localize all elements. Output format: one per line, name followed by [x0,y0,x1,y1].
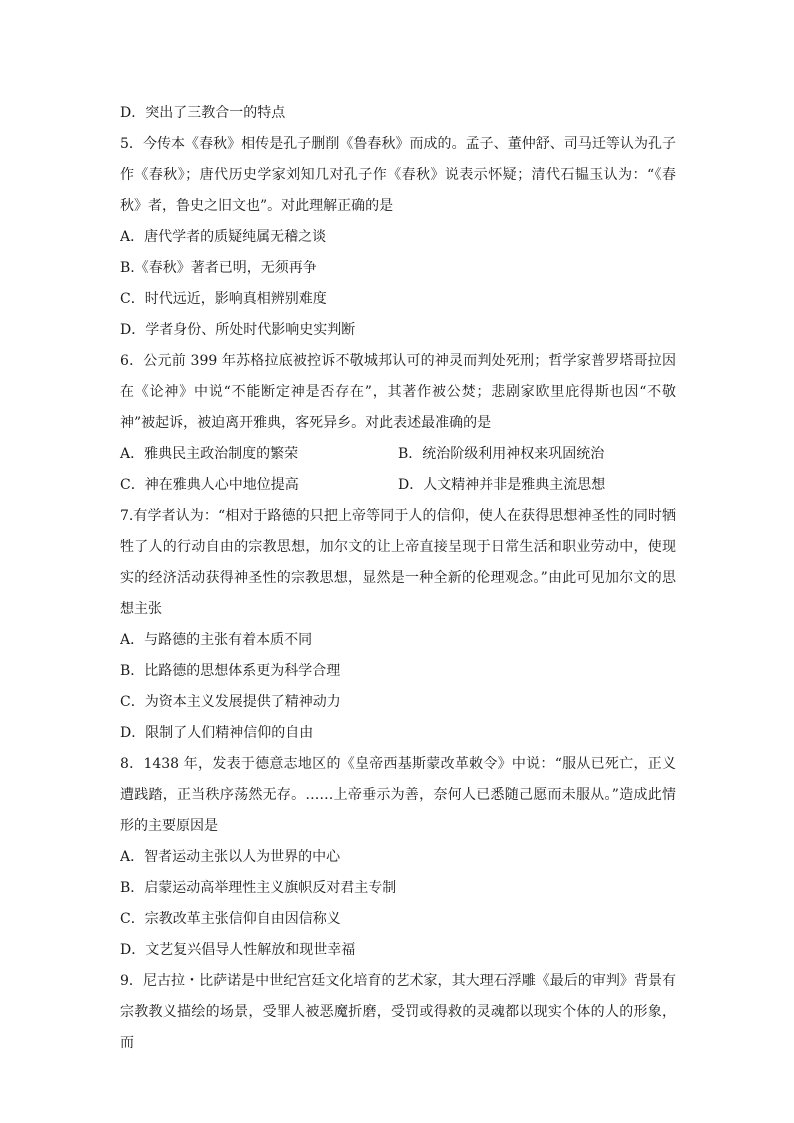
q7-option-d: D．限制了人们精神信仰的自由 [120,725,314,741]
q5-option-c: C．时代远近，影响真相辨别难度 [120,291,327,307]
q7-option-b: B．比路德的思想体系更为科学合理 [120,663,341,679]
q6-option-a: A．雅典民主政治制度的繁荣 [120,446,299,462]
q7-option-a: A．与路德的主张有着本质不同 [120,632,313,648]
q6-stem: 6．公元前 399 年苏格拉底被控诉不敬城邦认可的神灵而判处死刑；哲学家普罗塔哥拉因在《论神》中说“不能断定神是否存在”，其著作被公焚；悲剧家欧里庇得斯也因“不敬神”被起诉，被迫离开雅典，客死异乡。对此表述最准确的是 [120,353,676,431]
q8-option-d: D．文艺复兴倡导人性解放和现世幸福 [120,942,356,958]
q6-option-c: C．神在雅典人心中地位提高 [120,477,299,493]
q6-options-row-1 [120,439,676,470]
q5-option-a: A．唐代学者的质疑纯属无稽之谈 [120,229,327,245]
q9-stem: 9．尼古拉・比萨诺是中世纪宫廷文化培育的艺术家，其大理石浮雕《最后的审判》背景有宗教教义描绘的场景，受罪人被恶魔折磨，受罚或得救的灵魂都以现实个体的人的形象，而 [120,973,676,1051]
q6-options-row-2 [120,470,676,501]
q7-option-c: C．为资本主义发展提供了精神动力 [120,694,341,710]
q5-stem: 5．今传本《春秋》相传是孔子删削《鲁春秋》而成的。孟子、董仲舒、司马迁等认为孔子作《春秋》；唐代历史学家刘知几对孔子作《春秋》说表示怀疑；清代石韫玉认为：“《春秋》者，鲁史之旧文也”。对此理解正确的是 [120,136,676,214]
q4-option-d: D．突出了三教合一的特点 [120,105,286,121]
q5-option-d: D．学者身份、所处时代影响史实判断 [120,322,356,338]
q8-option-b: B．启蒙运动高举理性主义旗帜反对君主专制 [120,880,397,896]
q8-option-c: C．宗教改革主张信仰自由因信称义 [120,911,341,927]
q5-option-b: B.《春秋》著者已明，无须再争 [120,260,317,276]
q8-stem: 8．1438 年，发表于德意志地区的《皇帝西基斯蒙改革敕令》中说：“服从已死亡，正义遭践踏，正当秩序荡然无存。……上帝垂示为善，奈何人已悉随己愿而未服从。”造成此情形的主要原因是 [120,756,676,834]
q6-option-d: D．人文精神并非是雅典主流思想 [398,477,606,493]
question-content [120,98,676,1059]
q6-option-b: B．统治阶级利用神权来巩固统治 [398,446,605,462]
q7-stem: 7.有学者认为：“相对于路德的只把上帝等同于人的信仰，使人在获得思想神圣性的同时牺牲了人的行动自由的宗教思想，加尔文的让上帝直接呈现于日常生活和职业劳动中，使现实的经济活动获得神圣性的宗教思想，显然是一种全新的伦理观念。”由此可见加尔文的思想主张 [120,508,676,617]
q8-option-a: A．智者运动主张以人为世界的中心 [120,849,341,865]
